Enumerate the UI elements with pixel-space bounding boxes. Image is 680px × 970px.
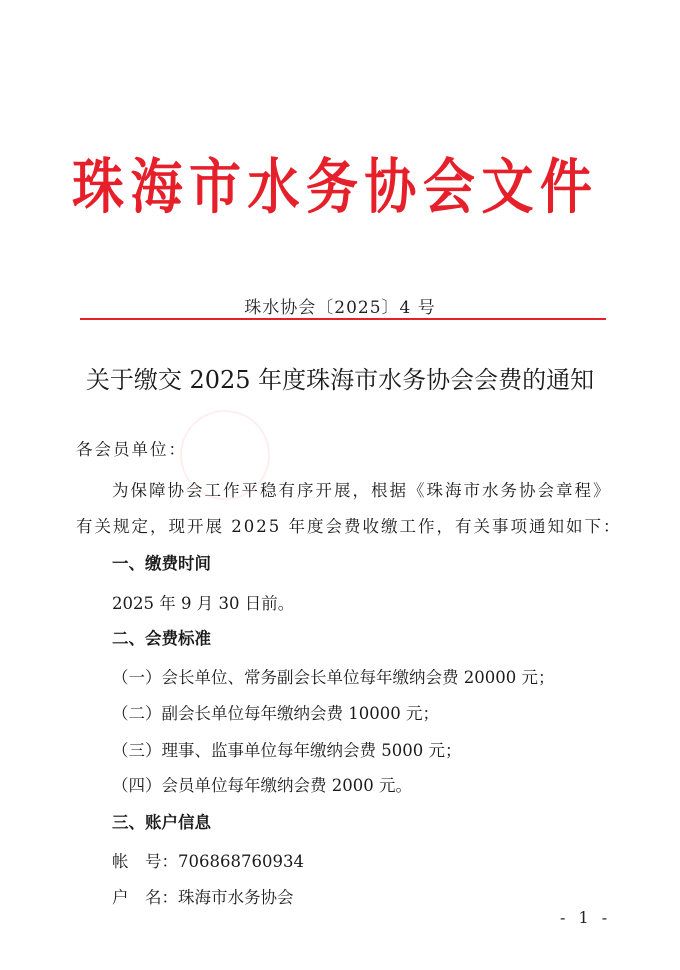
masthead-char: 水 [247,153,300,223]
section-heading-fee-standard: 二、会费标准 [112,629,211,648]
fee-item: （四）会员单位每年缴纳会费 2000 元。 [112,776,412,795]
masthead-title [72,148,592,228]
account-number: 帐 号：706868760934 [112,852,304,871]
section-heading-payment-time: 一、缴费时间 [112,554,211,573]
masthead-char: 协 [364,153,417,223]
document-number: 珠水协会〔2025〕4 号 [244,298,436,318]
intro-line-2: 有关规定，现开展 2025 年度会费收缴工作，有关事项通知如下： [76,517,622,536]
fee-item: （二）副会长单位每年缴纳会费 10000 元； [112,704,439,723]
masthead-char: 会 [422,153,475,223]
page-number: - 1 - [560,908,612,927]
masthead-char: 文 [481,153,534,223]
payment-deadline: 2025 年 9 月 30 日前。 [112,594,295,613]
red-divider [80,318,606,320]
masthead-char: 珠 [72,153,125,223]
masthead-char: 件 [539,153,592,223]
notice-title: 关于缴交 2025 年度珠海市水务协会会费的通知 [85,366,595,394]
masthead-char: 海 [130,153,183,223]
masthead-char: 市 [188,153,241,223]
fee-item: （一）会长单位、常务副会长单位每年缴纳会费 20000 元； [112,668,555,687]
masthead-char: 务 [305,153,358,223]
fee-item: （三）理事、监事单位每年缴纳会费 5000 元； [112,741,462,760]
salutation: 各会员单位： [76,440,187,459]
section-heading-account-info: 三、账户信息 [112,813,211,832]
intro-line-1: 为保障协会工作平稳有序开展，根据《珠海市水务协会章程》 [112,481,612,500]
account-name: 户 名：珠海市水务协会 [112,888,294,907]
